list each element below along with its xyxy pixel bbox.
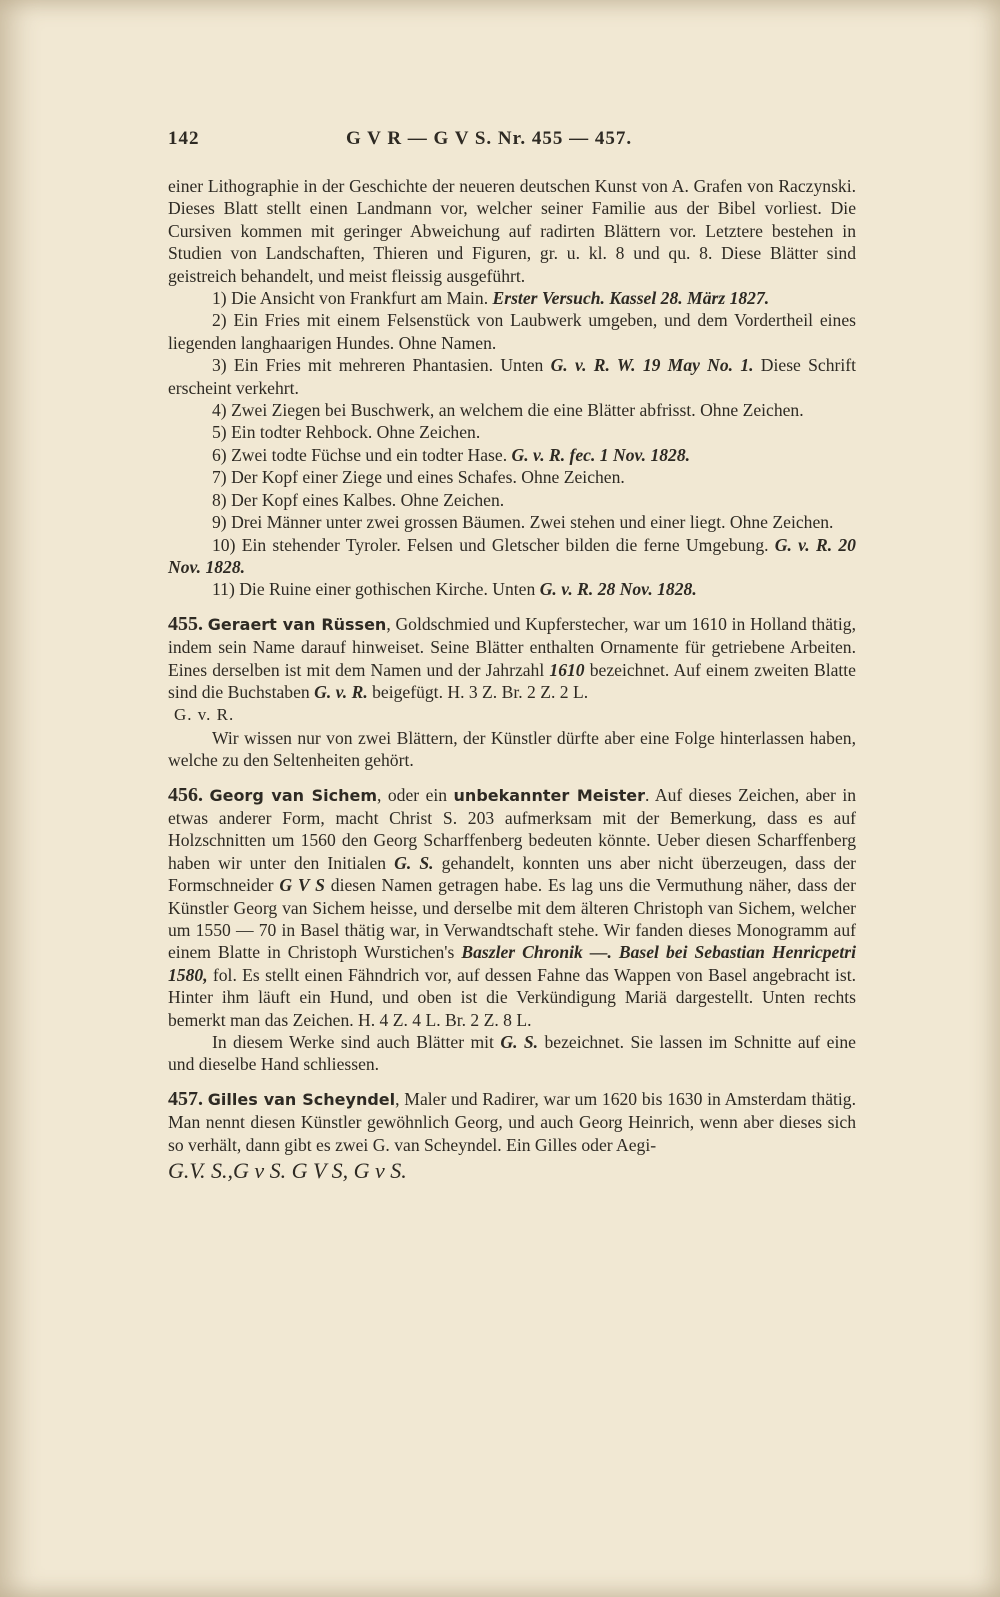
monogram-457: G.V. S.,G v S. G V S, G v S.: [168, 1158, 407, 1184]
monogram-455: G. v. R.: [174, 705, 235, 725]
list-item: 4) Zwei Ziegen bei Buschwerk, an welchem die eine Blätter abfrisst. Ohne Zeichen.: [212, 400, 804, 421]
page-number: 142: [168, 128, 200, 149]
list-item: 8) Der Kopf eines Kalbes. Ohne Zeichen.: [212, 489, 505, 510]
entry-455-paragraph-2: Wir wissen nur von zwei Blättern, der Künstler dürfte aber eine Folge hinterlassen haben, welche zu den Seltenheiten gehört.: [168, 727, 856, 771]
entry-number: 455.: [168, 612, 203, 635]
list-item: 6) Zwei todte Füchse und ein todter Hase. G. v. R. fec. 1 Nov. 1828.: [212, 444, 691, 465]
page-header: [168, 128, 858, 154]
entry-number: 456.: [168, 783, 203, 806]
entry-number: 457.: [168, 1087, 203, 1110]
entry-455-paragraph: 455. Geraert van Rüssen, Goldschmied und Kupferstecher, war um 1610 in Holland thätig, indem sein Name darauf hinweiset. Seine Blätter enthalten Ornamente für getriebene Arbeiten. Eines derselben ist mit dem Namen und der Jahrzahl 1610 bezeichnet. Auf einem zweiten Blatte sind die Buchstaben G. v. R. beigefügt. H. 3 Z. Br. 2 Z. 2 L.: [168, 612, 856, 702]
entry-456-paragraph: 456. Georg van Sichem, oder ein unbekannter Meister. Auf dieses Zeichen, aber in etwas anderer Form, macht Christ S. 203 aufmerksam mit der Bemerkung, dass es auf Holzschnitten um 1560 den Georg Scharffenberg bedeuten könnte. Ueber diesen Scharffenberg haben wir unter den Initialen G. S. gehandelt, konnten uns aber nicht überzeugen, dass der Formschneider G V S diesen Namen getragen habe. Es lag uns die Vermuthung näher, dass der Künstler Georg van Sichem heisse, und derselbe mit dem älteren Christoph van Sichem, welcher um 1550 — 70 in Basel thätig war, in Verwandtschaft stehe. Wir fanden dieses Monogramm auf einem Blatte in Christoph Wurstichen's Baszler Chronik —. Basel bei Sebastian Henricpetri 1580, fol. Es stellt einen Fähndrich vor, auf dessen Fahne das Wappen von Basel angebracht ist. Hinter ihm läuft ein Hund, und oben ist die Verkündigung Mariä dargestellt. Unten rechts bemerkt man das Zeichen. H. 4 Z. 4 L. Br. 2 Z. 8 L.: [168, 783, 857, 1030]
artist-name-2: unbekannter Meister: [453, 785, 646, 805]
entry-456-paragraph-2: In diesem Werke sind auch Blätter mit G. S. bezeichnet. Sie lassen im Schnitte auf eine und dieselbe Hand schliessen.: [168, 1032, 856, 1075]
list-item: 2) Ein Fries mit einem Felsenstück von Laubwerk umgeben, und dem Vordertheil eines liegenden langhaarigen Hundes. Ohne Namen.: [168, 310, 856, 353]
list-item: 10) Ein stehender Tyroler. Felsen und Gletscher bilden die ferne Umgebung. G. v. R. 20 Nov. 1828.: [168, 534, 856, 577]
artist-name: Geraert van Rüssen: [207, 614, 387, 634]
list-item: 7) Der Kopf einer Ziege und eines Schafes. Ohne Zeichen.: [212, 467, 625, 488]
entry-457-paragraph: 457. Gilles van Scheyndel, Maler und Radirer, war um 1620 bis 1630 in Amsterdam thätig. Man nennt diesen Künstler gewöhnlich Georg, und auch Georg Heinrich, wenn aber dieses sich so verhält, dann gibt es zwei G. van Scheyndel. Ein Gilles oder Aegi-: [168, 1087, 856, 1155]
entry-457: [168, 1088, 856, 1183]
list-item: 11) Die Ruine einer gothischen Kirche. Unten G. v. R. 28 Nov. 1828.: [212, 579, 697, 600]
running-title: G V R — G V S. Nr. 455 — 457.: [346, 128, 633, 149]
intro-paragraph: einer Lithographie in der Geschichte der neueren deutschen Kunst von A. Grafen von Raczynski. Dieses Blatt stellt einen Landmann vor, welcher seiner Familie aus der Bibel vorliest. Die Cursiven kommen mit geringer Abweichung auf radirten Blättern vor. Letztere bestehen in Studien von Landschaften, Thieren und Figuren, gr. u. kl. 8 und qu. 8. Diese Blätter sind geistreich behandelt, und meist fleissig ausgeführt.: [168, 176, 856, 286]
list-item: 1) Die Ansicht von Frankfurt am Main. Erster Versuch. Kassel 28. März 1827.: [212, 288, 770, 309]
list-item: 3) Ein Fries mit mehreren Phantasien. Unten G. v. R. W. 19 May No. 1. Diese Schrift erscheint verkehrt.: [168, 355, 856, 398]
entry-456: [168, 784, 856, 1076]
body-text: [168, 175, 856, 1182]
artist-name: Georg van Sichem: [209, 785, 378, 805]
artist-name: Gilles van Scheyndel: [207, 1089, 396, 1109]
item-list: [168, 287, 856, 601]
list-item: 5) Ein todter Rehbock. Ohne Zeichen.: [212, 422, 481, 443]
list-item: 9) Drei Männer unter zwei grossen Bäumen. Zwei stehen und einer liegt. Ohne Zeichen.: [212, 512, 834, 533]
entry-455: [168, 613, 856, 772]
